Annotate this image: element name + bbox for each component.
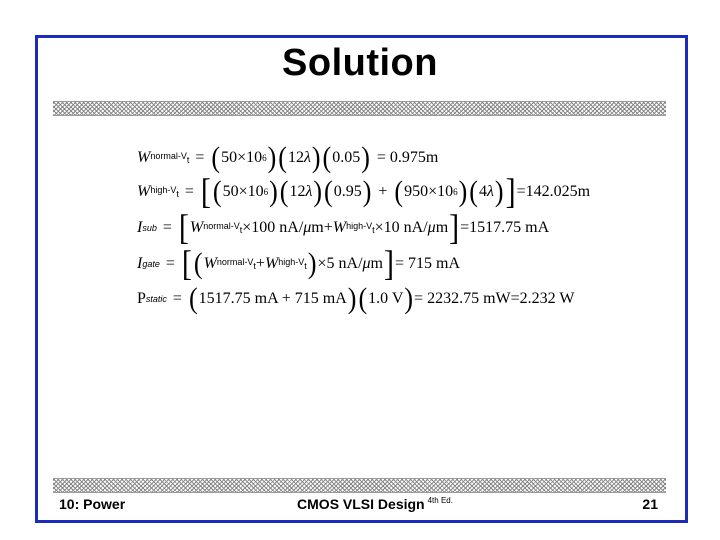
eq2-lhs-sub2: t [176, 189, 179, 199]
eq4-w-sub2: t [253, 261, 256, 271]
eq1-paren: ( [322, 140, 332, 175]
eq4-w2-sub2: t [304, 261, 307, 271]
eq1-paren: ) [311, 140, 321, 175]
eq1-paren: ) [361, 140, 370, 175]
eq2-lambda: λ [305, 183, 313, 200]
footer-edition: 4th Ed. [427, 496, 453, 505]
eq2-bracket: [ [200, 171, 211, 212]
eq1-exp: 6 [262, 153, 267, 163]
eq1-term: 12 [287, 149, 304, 166]
eq1-lhs-symbol: W [137, 149, 151, 166]
eq2-paren: ( [279, 174, 289, 209]
equation-w-normal: W normal-$V_t$ = ( 50×10 6 ) ( 12 λ ) ( 0.05 ) = 0.975m [137, 140, 439, 175]
slide-title: Solution [282, 42, 438, 84]
eq3-term: m+ [311, 219, 333, 236]
eq2-paren: ( [469, 174, 478, 209]
eq2-result: =142.025m [516, 183, 591, 200]
eq2-term: 0.95 [333, 183, 362, 200]
eq3-mu: μ [303, 219, 312, 236]
eq3-term: ×10 nA/ [374, 219, 428, 236]
eq2-bracket: ] [505, 171, 516, 212]
top-hatched-divider [53, 101, 666, 116]
equation-w-high: W high-$V_t$ = [ ( 50×10 6 ) ( 12 λ ) ( 0.95 ) + ( 950×10 6 ) ( 4 λ ) ] =142.025m [137, 171, 591, 212]
eq2-paren: ) [313, 174, 323, 209]
footer-course-title: CMOS VLSI Design [297, 496, 425, 512]
eq2-paren: ) [269, 174, 278, 209]
equation-i-sub: I sub = [ W normal-$V_t$ ×100 nA/ μ m+ W high-$V_t$ ×10 nA/ μ m ] =1517.75 mA [137, 207, 550, 248]
eq1-paren: ) [267, 140, 277, 175]
eq1-result: = 0.975m [376, 149, 439, 166]
eq2-lhs-symbol: W [137, 183, 151, 200]
eq3-w2-sub2: t [372, 225, 375, 235]
eq2-term: 4 [478, 183, 487, 200]
eq1-lambda: λ [303, 149, 311, 166]
eq2-paren: ) [458, 174, 468, 209]
footer-chapter: 10: Power [59, 496, 126, 512]
eq4-unit: m [370, 255, 383, 272]
page-number: 21 [642, 496, 658, 512]
eq2-lhs-sub: high-V [150, 185, 177, 195]
eq3-w2: W [332, 219, 347, 236]
eq2-exp: 6 [453, 187, 458, 197]
eq4-lhs-sub: gate [142, 259, 160, 269]
bottom-hatched-divider [53, 478, 666, 493]
eq3-w2-sub: high-V [346, 221, 373, 231]
eq2-paren: ( [394, 174, 404, 209]
eq2-paren: ) [362, 174, 372, 209]
eq5-lhs-symbol: P [137, 290, 146, 307]
eq3-w: W [189, 219, 204, 236]
eq4-w-sub: normal-V [216, 257, 254, 267]
eq1-term: 0.05 [332, 149, 361, 166]
eq1-lhs-sub2: t [186, 155, 190, 165]
eq3-term: m [435, 219, 449, 236]
eq2-paren: ( [324, 174, 333, 209]
eq3-lhs-symbol: I [137, 219, 143, 236]
eq3-mu: μ [427, 219, 436, 236]
eq2-plus: + [378, 183, 388, 200]
eq3-lhs-sub: sub [142, 223, 157, 233]
eq2-term: 950×10 [404, 183, 454, 200]
equation-p-static: P static = ( 1517.75 mA + 715 mA ) ( 1.0 V ) = 2232.75 mW=2.232 W [137, 281, 575, 316]
eq4-result: = 715 mA [395, 255, 461, 272]
eq4-plus: + [255, 255, 265, 272]
eq5-lhs-sub: static [145, 294, 167, 304]
eq1-paren: ( [278, 140, 287, 175]
eq5-term: 1517.75 mA + 715 mA [198, 290, 347, 307]
eq1-paren: ( [211, 140, 221, 175]
eq3-w-sub2: t [239, 225, 243, 235]
eq4-w2: W [264, 255, 279, 272]
eq2-lambda: λ [486, 183, 494, 200]
eq2-term: 12 [289, 183, 306, 200]
eq2-term: 50×10 [222, 183, 264, 200]
footer-course [0, 496, 720, 512]
eq2-exp: 6 [263, 187, 269, 197]
eq3-term: ×100 nA/ [242, 219, 304, 236]
eq4-w2-sub: high-V [278, 257, 305, 267]
eq5-result: = 2232.75 mW=2.232 W [414, 290, 575, 307]
eq5-term: 1.0 V [368, 290, 404, 307]
eq4-lhs-symbol: I [137, 255, 143, 272]
eq1-lhs-sub: normal-V [150, 151, 187, 161]
equation-i-gate: I gate = [ ( W normal-$V_t$ + W high-$V_t$ ) ×5 nA/ μ m ] = 715 mA [137, 243, 461, 284]
eq2-paren: ( [212, 174, 222, 209]
eq4-mu: μ [362, 255, 371, 272]
eq3-result: =1517.75 mA [460, 219, 550, 236]
eq4-w: W [203, 255, 217, 272]
eq3-w-sub: normal-V [203, 221, 240, 231]
eq1-term: 50×10 [221, 149, 263, 166]
eq2-paren: ) [494, 174, 504, 209]
eq4-term: ×5 nA/ [317, 255, 363, 272]
